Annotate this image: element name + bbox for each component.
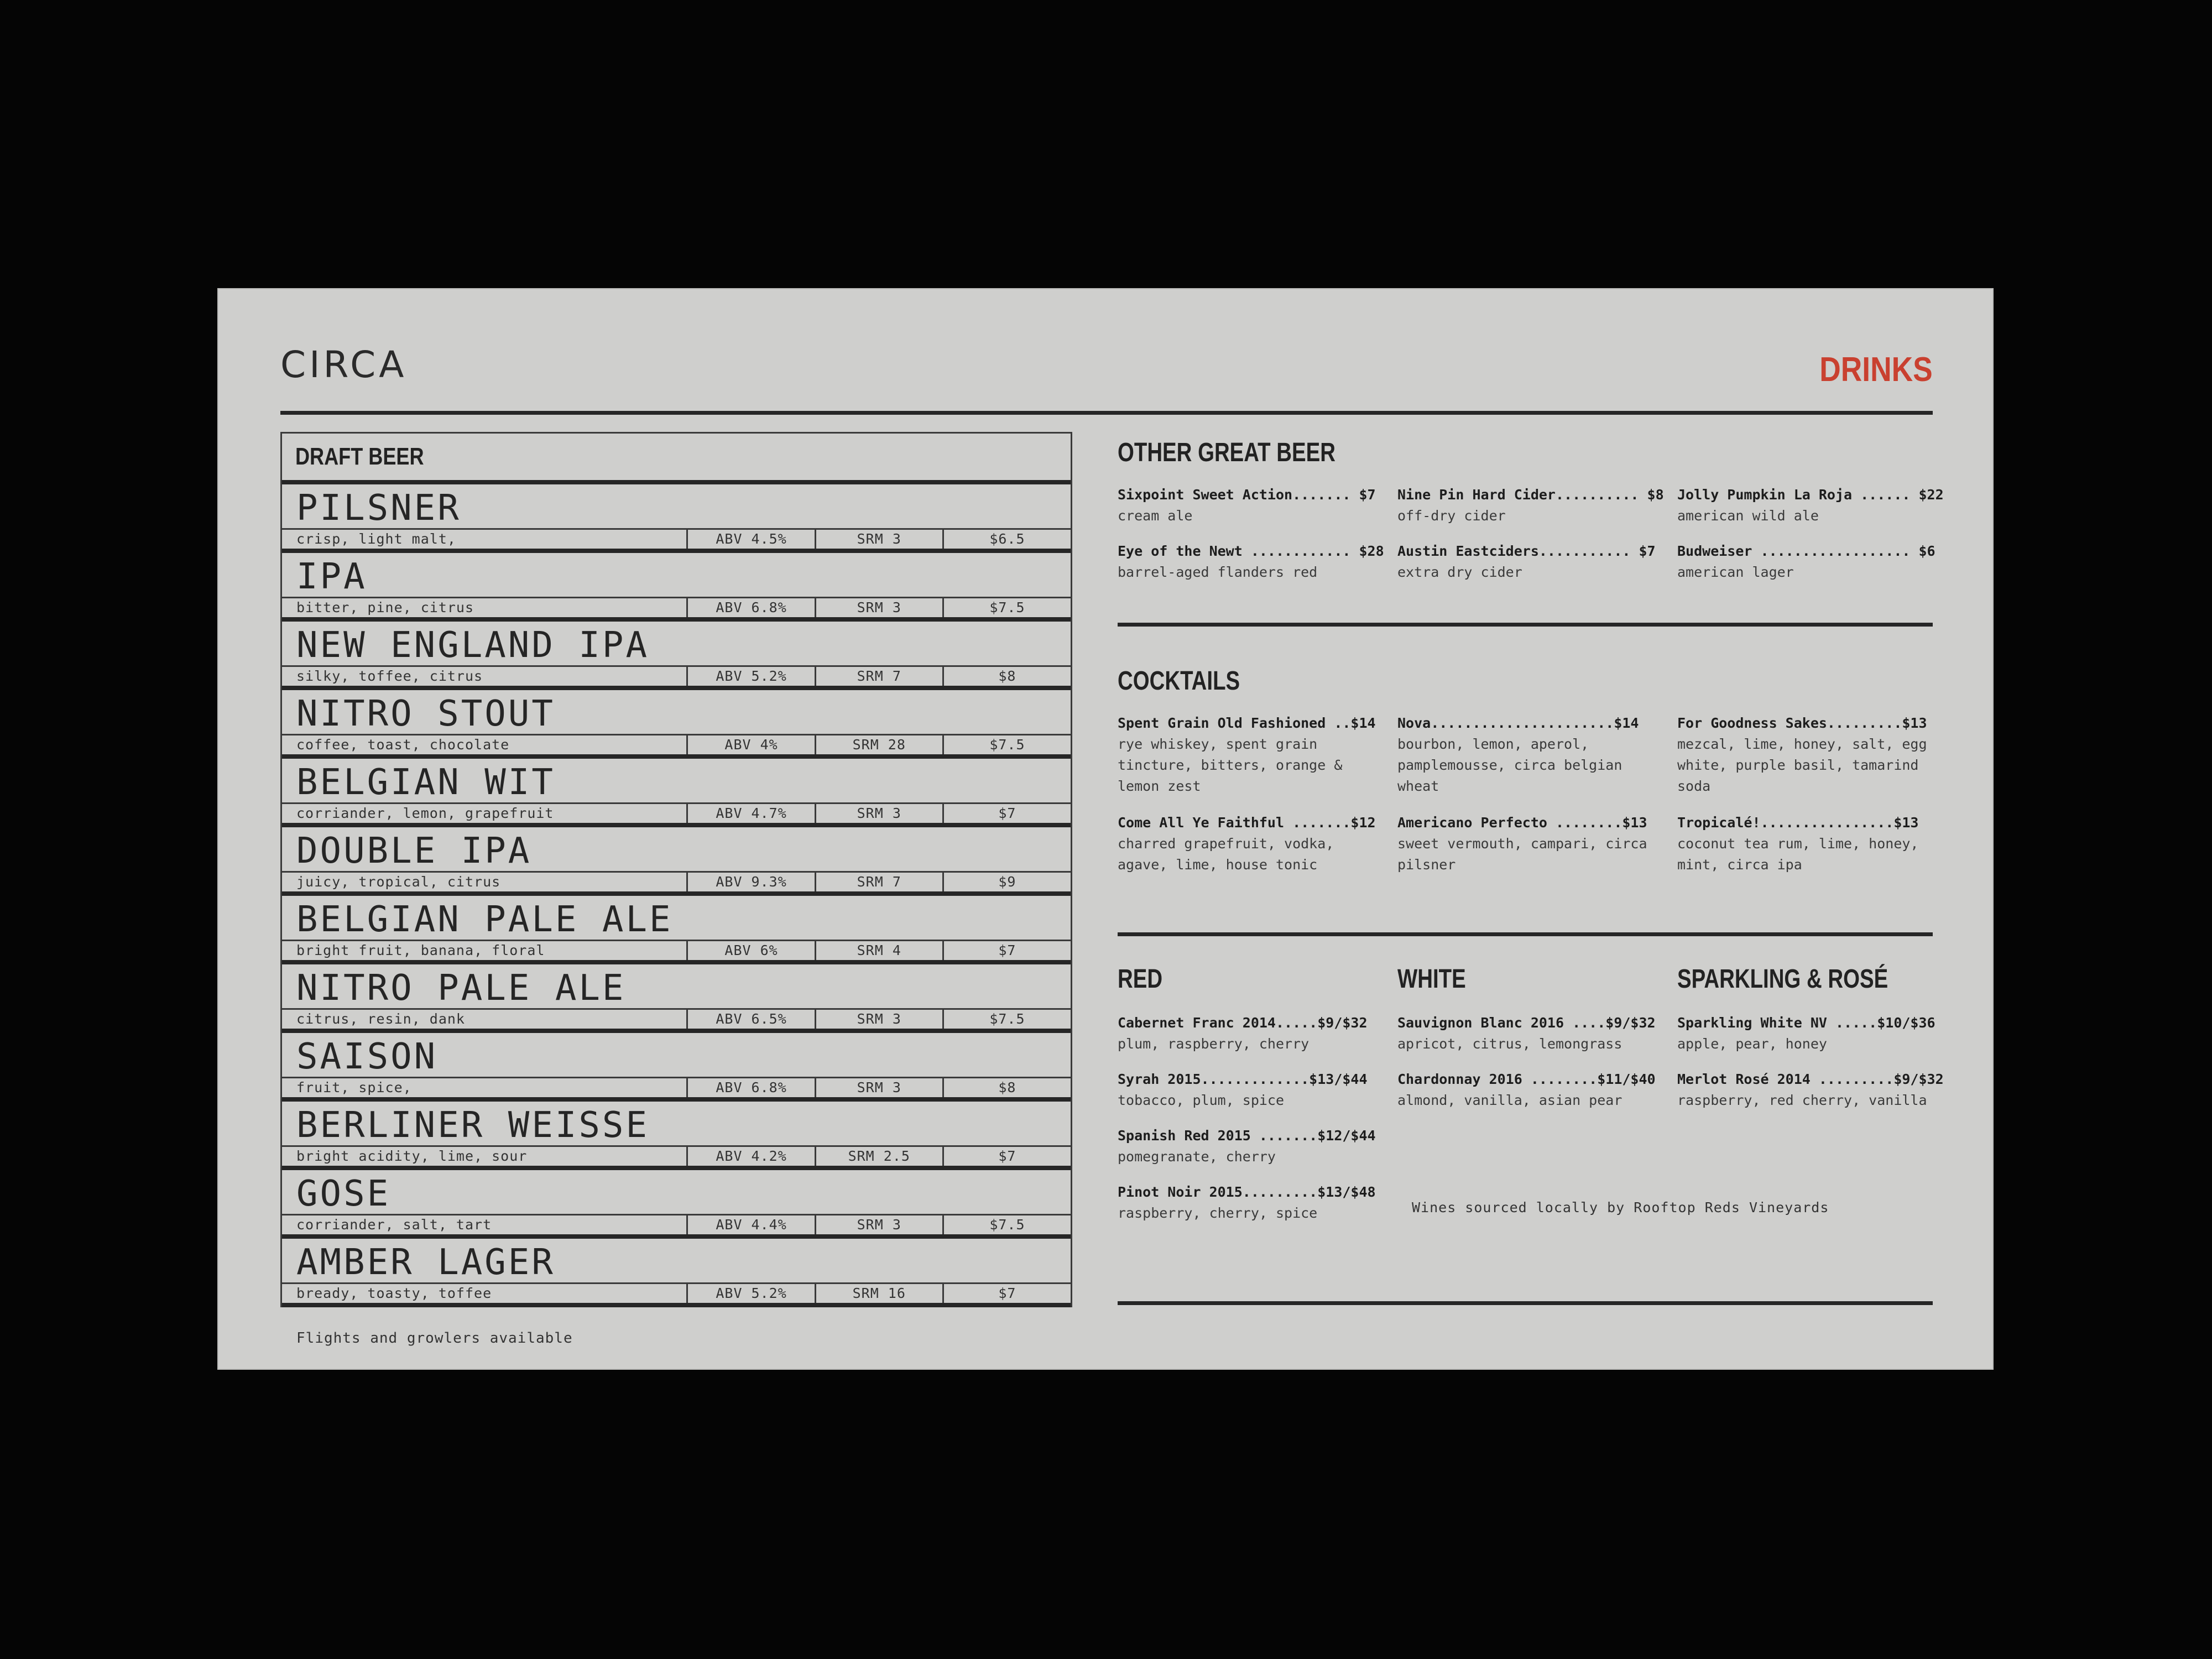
beer-name: NITRO PALE ALE	[296, 968, 626, 1009]
beer-details	[282, 1145, 1071, 1166]
other-beer-item	[1118, 541, 1384, 583]
beer-notes: corriander, salt, tart	[296, 1217, 492, 1233]
beer-notes: bready, toasty, toffee	[296, 1285, 492, 1301]
red-wine-item	[1118, 1013, 1372, 1055]
item-name: Spanish Red 2015 .......$12/$44	[1118, 1128, 1376, 1144]
item-name: For Goodness Sakes.........$13	[1677, 715, 1927, 731]
beer-details	[282, 1214, 1071, 1234]
item-name: Eye of the Newt ............ $28	[1118, 543, 1384, 559]
beer-abv: ABV 4.4%	[686, 1215, 814, 1234]
draft-beer-row	[282, 549, 1071, 617]
beer-abv: ABV 9.3%	[686, 873, 814, 891]
beer-notes: corriander, lemon, grapefruit	[296, 805, 554, 821]
item-name: Merlot Rosé 2014 .........$9/$32	[1677, 1071, 1944, 1087]
item-name: Sauvignon Blanc 2016 ....$9/$32	[1397, 1015, 1656, 1031]
red-wine-item	[1118, 1125, 1376, 1167]
beer-name: IPA	[296, 556, 367, 597]
draft-beer-row	[282, 1097, 1071, 1166]
beer-abv: ABV 5.2%	[686, 1284, 814, 1303]
item-desc: coconut tea rum, lime, honey, mint, circa ipa	[1677, 836, 1919, 873]
draft-beer-title: DRAFT BEER	[295, 443, 424, 470]
cocktail-item	[1677, 713, 1932, 797]
beer-srm: SRM 3	[815, 804, 942, 823]
item-desc: almond, vanilla, asian pear	[1397, 1092, 1623, 1108]
draft-beer-row	[282, 754, 1071, 823]
item-name: Austin Eastciders........... $7	[1397, 543, 1656, 559]
beer-abv: ABV 6%	[686, 941, 814, 960]
beer-name: BELGIAN WIT	[296, 762, 555, 803]
draft-beer-row	[282, 480, 1071, 549]
beer-notes: silky, toffee, citrus	[296, 668, 483, 684]
draft-beer-row	[282, 1234, 1071, 1307]
white-wine-item	[1397, 1069, 1656, 1111]
beer-name: GOSE	[296, 1173, 391, 1214]
beer-abv: ABV 5.2%	[686, 667, 814, 686]
beer-name: SAISON	[296, 1036, 438, 1077]
cocktail-item	[1118, 713, 1376, 797]
beer-price: $7.5	[942, 1215, 1071, 1234]
beer-abv: ABV 4%	[686, 735, 814, 754]
item-name: Cabernet Franc 2014.....$9/$32	[1118, 1015, 1368, 1031]
draft-footer-note: Flights and growlers available	[296, 1330, 573, 1347]
beer-details	[282, 802, 1071, 823]
item-name: Come All Ye Faithful .......$12	[1118, 815, 1376, 831]
draft-beer-row	[282, 686, 1071, 754]
item-desc: plum, raspberry, cherry	[1118, 1036, 1310, 1052]
beer-details	[282, 528, 1071, 549]
beer-abv: ABV 4.7%	[686, 804, 814, 823]
beer-price: $9	[942, 873, 1071, 891]
item-desc: rye whiskey, spent grain tincture, bitters, orange & lemon zest	[1118, 736, 1343, 794]
item-desc: raspberry, red cherry, vanilla	[1677, 1092, 1927, 1108]
beer-details	[282, 734, 1071, 754]
section-divider	[1118, 932, 1933, 936]
draft-beer-row	[282, 1166, 1071, 1234]
section-divider	[1118, 1301, 1933, 1305]
beer-details	[282, 665, 1071, 686]
item-name: Budweiser .................. $6	[1677, 543, 1936, 559]
item-desc: apricot, citrus, lemongrass	[1397, 1036, 1623, 1052]
draft-beer-table	[280, 432, 1072, 1307]
beer-srm: SRM 7	[815, 873, 942, 891]
draft-beer-row	[282, 960, 1071, 1029]
sparkling-rose-heading: SPARKLING & ROSÉ	[1677, 964, 1888, 994]
item-name: Tropicalé!................$13	[1677, 815, 1919, 831]
beer-price: $7.5	[942, 1010, 1071, 1029]
item-desc: sweet vermouth, campari, circa pilsner	[1397, 836, 1647, 873]
menu-title: DRINKS	[1819, 351, 1933, 389]
beer-name: BELGIAN PALE ALE	[296, 899, 673, 940]
beer-notes: coffee, toast, chocolate	[296, 737, 510, 753]
draft-beer-row	[282, 891, 1071, 960]
draft-beer-row	[282, 617, 1071, 686]
item-desc: barrel-aged flanders red	[1118, 564, 1318, 580]
item-name: Nine Pin Hard Cider.......... $8	[1397, 487, 1664, 503]
beer-abv: ABV 4.5%	[686, 530, 814, 549]
sparkling-wine-item	[1677, 1013, 1936, 1055]
beer-details	[282, 1077, 1071, 1097]
white-wine-item	[1397, 1013, 1656, 1055]
item-desc: cream ale	[1118, 508, 1193, 524]
item-name: Spent Grain Old Fashioned ..$14	[1118, 715, 1376, 731]
item-name: Syrah 2015.............$13/$44	[1118, 1071, 1368, 1087]
cocktail-item	[1397, 812, 1652, 875]
item-desc: charred grapefruit, vodka, agave, lime, house tonic	[1118, 836, 1334, 873]
item-name: Americano Perfecto ........$13	[1397, 815, 1647, 831]
item-desc: mezcal, lime, honey, salt, egg white, purple basil, tamarind soda	[1677, 736, 1927, 794]
beer-srm: SRM 16	[815, 1284, 942, 1303]
beer-details	[282, 871, 1071, 891]
beer-notes: bitter, pine, citrus	[296, 599, 474, 615]
beer-details	[282, 1008, 1071, 1029]
other-beer-item	[1397, 484, 1664, 526]
beer-srm: SRM 3	[815, 1010, 942, 1029]
beer-name: DOUBLE IPA	[296, 831, 532, 872]
beer-name: NITRO STOUT	[296, 693, 555, 734]
item-desc: apple, pear, honey	[1677, 1036, 1827, 1052]
item-desc: american lager	[1677, 564, 1794, 580]
beer-price: $7.5	[942, 735, 1071, 754]
header-divider	[280, 411, 1933, 415]
draft-beer-row	[282, 823, 1071, 891]
beer-abv: ABV 6.8%	[686, 1078, 814, 1097]
item-desc: pomegranate, cherry	[1118, 1149, 1276, 1165]
beer-details	[282, 1282, 1071, 1303]
beer-notes: bright fruit, banana, floral	[296, 942, 545, 958]
beer-name: PILSNER	[296, 488, 461, 529]
item-desc: tobacco, plum, spice	[1118, 1092, 1285, 1108]
beer-abv: ABV 6.8%	[686, 598, 814, 617]
beer-price: $7	[942, 1284, 1071, 1303]
beer-name: NEW ENGLAND IPA	[296, 625, 649, 666]
beer-price: $8	[942, 667, 1071, 686]
beer-srm: SRM 28	[815, 735, 942, 754]
item-desc: bourbon, lemon, aperol, pamplemousse, circa belgian wheat	[1397, 736, 1623, 794]
beer-srm: SRM 3	[815, 1215, 942, 1234]
cocktail-item	[1397, 713, 1652, 797]
beer-notes: crisp, light malt,	[296, 531, 456, 547]
other-beer-item	[1397, 541, 1656, 583]
item-name: Nova......................$14	[1397, 715, 1639, 731]
item-name: Pinot Noir 2015.........$13/$48	[1118, 1184, 1376, 1200]
beer-details	[282, 940, 1071, 960]
beer-srm: SRM 7	[815, 667, 942, 686]
item-name: Sixpoint Sweet Action....... $7	[1118, 487, 1376, 503]
beer-srm: SRM 3	[815, 530, 942, 549]
beer-notes: juicy, tropical, citrus	[296, 874, 501, 890]
item-desc: american wild ale	[1677, 508, 1819, 524]
beer-srm: SRM 2.5	[815, 1147, 942, 1166]
item-desc: extra dry cider	[1397, 564, 1522, 580]
menu-board	[217, 288, 1994, 1370]
beer-abv: ABV 6.5%	[686, 1010, 814, 1029]
item-desc: off-dry cider	[1397, 508, 1506, 524]
beer-price: $7	[942, 1147, 1071, 1166]
sparkling-wine-item	[1677, 1069, 1944, 1111]
beer-abv: ABV 4.2%	[686, 1147, 814, 1166]
beer-srm: SRM 4	[815, 941, 942, 960]
draft-beer-row	[282, 1029, 1071, 1097]
other-beer-item	[1118, 484, 1376, 526]
draft-beer-heading	[282, 434, 1071, 480]
beer-notes: bright acidity, lime, sour	[296, 1148, 528, 1164]
beer-price: $6.5	[942, 530, 1071, 549]
item-desc: raspberry, cherry, spice	[1118, 1205, 1318, 1221]
cocktails-heading: COCKTAILS	[1118, 666, 1240, 696]
beer-notes: citrus, resin, dank	[296, 1011, 465, 1027]
white-wine-heading: WHITE	[1397, 964, 1466, 994]
beer-name: AMBER LAGER	[296, 1242, 555, 1283]
beer-details	[282, 597, 1071, 617]
red-wine-item	[1118, 1182, 1376, 1224]
beer-srm: SRM 3	[815, 1078, 942, 1097]
other-beer-item	[1677, 541, 1936, 583]
red-wine-heading: RED	[1118, 964, 1163, 994]
beer-name: BERLINER WEISSE	[296, 1105, 649, 1146]
beer-price: $7	[942, 941, 1071, 960]
item-name: Jolly Pumpkin La Roja ...... $22	[1677, 487, 1944, 503]
beer-notes: fruit, spice,	[296, 1079, 412, 1095]
cocktail-item	[1118, 812, 1376, 875]
beer-price: $8	[942, 1078, 1071, 1097]
other-beer-item	[1677, 484, 1944, 526]
beer-srm: SRM 3	[815, 598, 942, 617]
item-name: Sparkling White NV .....$10/$36	[1677, 1015, 1936, 1031]
red-wine-item	[1118, 1069, 1372, 1111]
section-divider	[1118, 623, 1933, 627]
wine-source-note: Wines sourced locally by Rooftop Reds Vineyards	[1412, 1199, 1829, 1215]
beer-price: $7.5	[942, 598, 1071, 617]
beer-price: $7	[942, 804, 1071, 823]
item-name: Chardonnay 2016 ........$11/$40	[1397, 1071, 1656, 1087]
other-beer-heading: OTHER GREAT BEER	[1118, 438, 1335, 467]
cocktail-item	[1677, 812, 1932, 875]
brand-logo: CIRCA	[280, 343, 408, 386]
